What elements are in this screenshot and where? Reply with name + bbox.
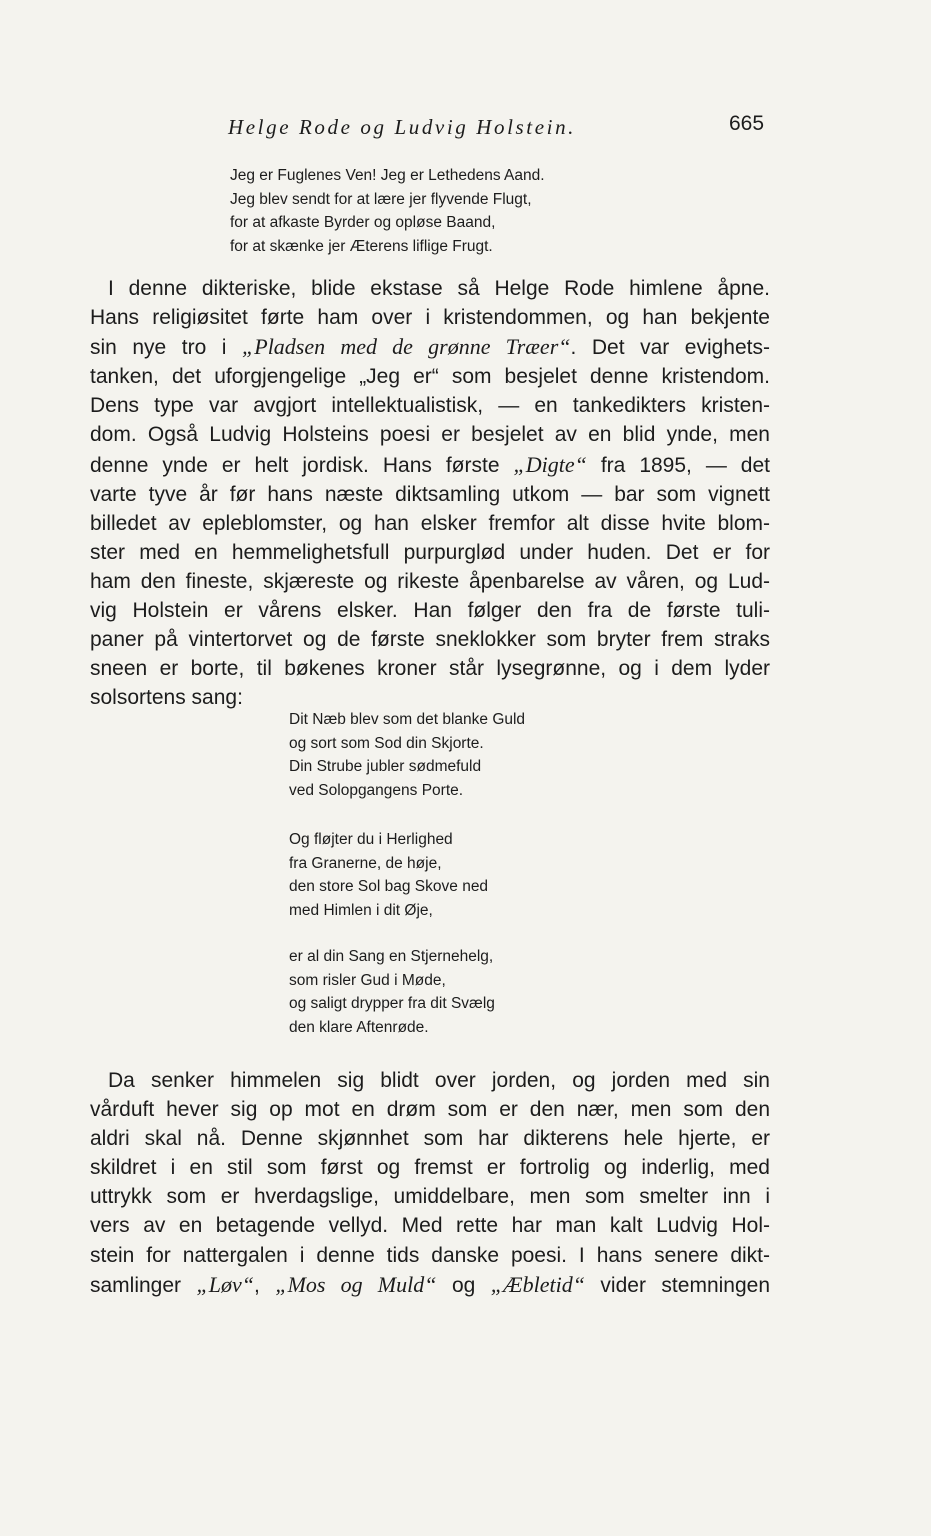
- prose-text: fra 1895, — det: [586, 453, 771, 477]
- prose-line: sneen er borte, til bøkenes kroner står lysegrønne, og i dem lyder: [90, 657, 770, 681]
- prose-line: ster med en hemmelighetsfull purpurglød under huden. Det er for: [90, 540, 770, 564]
- work-title: „Løv“: [196, 1271, 255, 1297]
- prose-text: samlinger: [90, 1273, 197, 1297]
- verse-line: for at afkaste Byrder og opløse Baand,: [230, 214, 496, 231]
- verse-line: med Himlen i dit Øje,: [289, 901, 433, 919]
- prose-line: ham den fineste, skjæreste og rikeste åpenbarelse av våren, og Lud-: [90, 569, 770, 593]
- prose-text: sin nye tro i: [90, 336, 243, 360]
- verse-line: og sort som Sod din Skjorte.: [289, 734, 484, 752]
- prose-line: Hans religiøsitet førte ham over i kristendommen, og han bekjente: [90, 306, 770, 330]
- work-title: „Mos og Muld“: [275, 1271, 437, 1297]
- verse-line: ved Solopgangens Porte.: [289, 781, 464, 799]
- prose-line: varte tyve år før hans næste diktsamling utkom — bar som vignett: [90, 482, 770, 506]
- work-title: „Digte“: [513, 451, 587, 477]
- prose-line: stein for nattergalen i denne tids danske poesi. I hans senere dikt-: [90, 1243, 770, 1267]
- prose-text: vider stemningen: [584, 1273, 771, 1297]
- verse-line: Jeg blev sendt for at lære jer flyvende Flugt,: [230, 190, 532, 208]
- prose-line: uttrykk som er hverdagslige, umiddelbare, men som smelter inn i: [90, 1185, 770, 1209]
- verse-line: Dit Næb blev som det blanke Guld: [289, 711, 526, 728]
- prose-text: denne ynde er helt jordisk. Hans første: [90, 453, 514, 477]
- prose-line: Dens type var avgjort intellektualistisk, — en tankedikters kristen-: [90, 394, 770, 418]
- verse-line: den klare Aftenrøde.: [289, 1018, 429, 1036]
- verse-stanza-4: [289, 945, 495, 1039]
- verse-stanza-3: [289, 828, 488, 922]
- prose-line: vers av en betagende vellyd. Med rette har man kalt Ludvig Hol-: [90, 1214, 770, 1238]
- prose-line: I denne dikteriske, blide ekstase så Helge Rode himlene åpne.: [108, 277, 770, 300]
- prose-line: dom. Også Ludvig Holsteins poesi er besjelet av en blid ynde, men: [90, 423, 770, 447]
- prose-line: [90, 332, 770, 362]
- paragraph-1: [90, 274, 770, 712]
- running-title: Helge Rode og Ludvig Holstein.: [228, 115, 577, 139]
- prose-text: . Det var evighets-: [570, 336, 770, 360]
- prose-line: [90, 1270, 770, 1300]
- verse-line: for at skænke jer Æterens liflige Frugt.: [230, 237, 493, 255]
- verse-line: Din Strube jubler sødmefuld: [289, 758, 482, 775]
- prose-line: skildret i en stil som først og fremst er fortrolig og inderlig, med: [90, 1156, 770, 1180]
- verse-stanza-1: [230, 164, 545, 258]
- prose-line: paner på vintertorvet og de første sneklokker som bryter frem straks: [90, 628, 770, 652]
- verse-line: fra Granerne, de høje,: [289, 854, 442, 872]
- work-title: „Pladsen med de grønne Træer“: [242, 334, 571, 360]
- verse-line: Og fløjter du i Herlighed: [289, 831, 453, 848]
- prose-line: Da senker himmelen sig blidt over jorden, og jorden med sin: [108, 1069, 770, 1092]
- verse-stanza-2: [289, 708, 525, 802]
- prose-line: vårduft hever sig op mot en drøm som er den nær, men som den: [90, 1098, 770, 1122]
- prose-text: ,: [254, 1273, 276, 1297]
- prose-text: og: [436, 1273, 491, 1297]
- work-title: „Æbletid“: [490, 1271, 585, 1297]
- verse-line: og saligt drypper fra dit Svælg: [289, 995, 495, 1012]
- verse-line: den store Sol bag Skove ned: [289, 878, 489, 895]
- verse-line: er al din Sang en Stjernehelg,: [289, 948, 494, 965]
- prose-line: [90, 450, 770, 480]
- verse-line: som risler Gud i Møde,: [289, 971, 446, 989]
- paragraph-2: [90, 1066, 770, 1300]
- prose-line: tanken, det uforgjengelige „Jeg er“ som besjelet denne kristendom.: [90, 365, 770, 389]
- prose-line: billedet av epleblomster, og han elsker fremfor alt disse hvite blom-: [90, 511, 770, 535]
- prose-line: vig Holstein er vårens elsker. Han følger den fra de første tuli-: [90, 599, 770, 623]
- prose-line: aldri skal nå. Denne skjønnhet som har dikterens hele hjerte, er: [90, 1127, 770, 1151]
- page-number: 665: [729, 112, 765, 135]
- prose-line: solsortens sang:: [90, 686, 243, 710]
- verse-line: Jeg er Fuglenes Ven! Jeg er Lethedens Aand.: [230, 167, 545, 184]
